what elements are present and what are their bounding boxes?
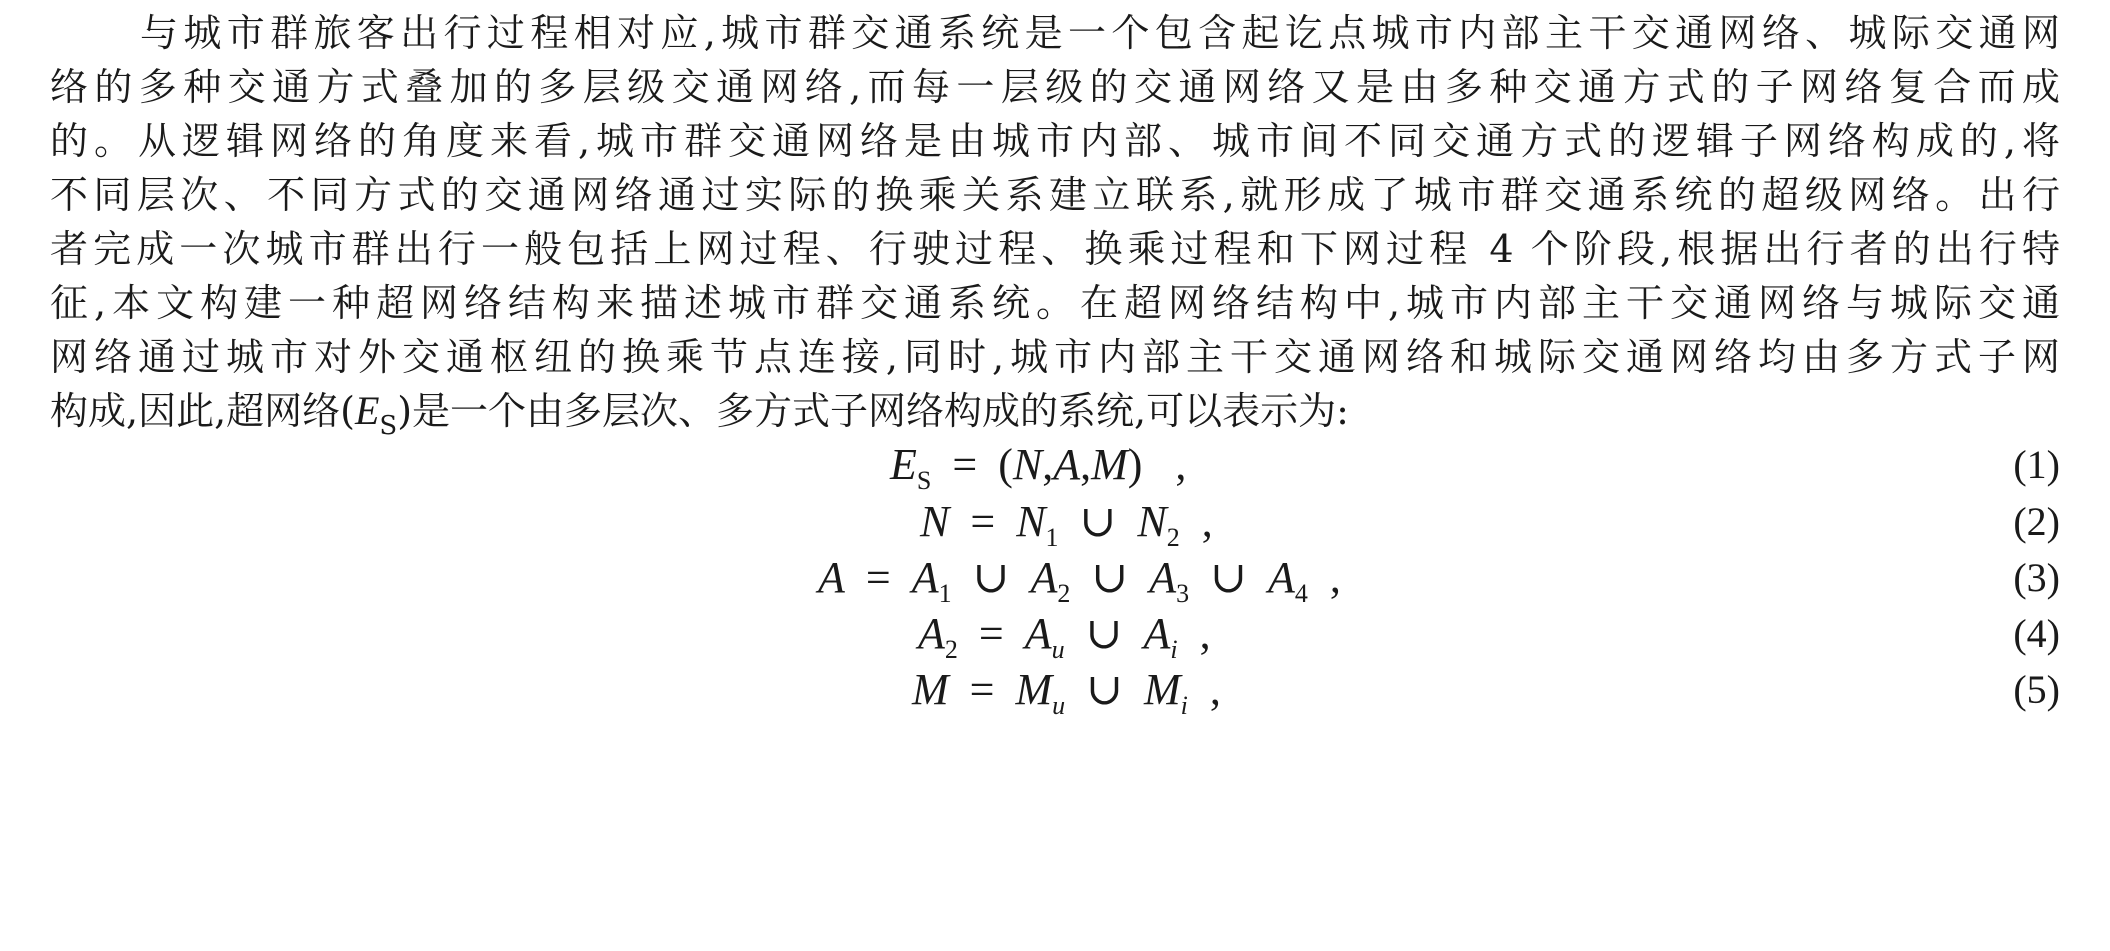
equation-4: $A_2 = A_u$ ∪ $A_i$ , <box>918 609 1211 664</box>
paragraph-line-2: 络的多种交通方式叠加的多层级交通网络,而每一层级的交通网络又是由多种交通方式的子网络复合而成 <box>50 65 2060 109</box>
equation-3: $A = A_1$ ∪ $A_2$ ∪ $A_3$ ∪ $A_4$ , <box>818 553 1341 608</box>
equation-number-1: (1) <box>2013 442 2060 487</box>
equation-number-4: (4) <box>2013 611 2060 656</box>
paragraph-line-6: 征,本文构建一种超网络结构来描述城市群交通系统。在超网络结构中,城市内部主干交通网络与城际交通 <box>50 281 2060 325</box>
equation-5: $M = M_u$ ∪ $M_i$ , <box>912 665 1221 720</box>
paragraph-line-3: 的。从逻辑网络的角度来看,城市群交通网络是由城市内部、城市间不同交通方式的逻辑子网络构成的,将 <box>50 119 2060 163</box>
line8-text-a: 构成,因此,超网络( <box>50 389 355 433</box>
equation-1: $E_S = (N,A,M)$ , <box>890 440 1187 495</box>
equation-2: $N = N_1$ ∪ $N_2$ , <box>920 497 1213 552</box>
paragraph-line-5: 者完成一次城市群出行一般包括上网过程、行驶过程、换乘过程和下网过程 4 个阶段,根据出行者的出行特 <box>50 227 2060 271</box>
equation-number-3: (3) <box>2013 555 2060 600</box>
paragraph-line-1: 与城市群旅客出行过程相对应,城市群交通系统是一个包含起讫点城市内部主干交通网络、城际交通网 <box>140 11 2060 55</box>
paragraph-line-7: 网络通过城市对外交通枢纽的换乘节点连接,同时,城市内部主干交通网络和城际交通网络均由多方式子网 <box>50 335 2060 379</box>
line8-text-b: )是一个由多层次、多方式子网络构成的系统,可以表示为: <box>397 389 1349 433</box>
paragraph-line-4: 不同层次、不同方式的交通网络通过实际的换乘关系建立联系,就形成了城市群交通系统的超级网络。出行 <box>50 173 2060 217</box>
equation-number-2: (2) <box>2013 499 2060 544</box>
equation-number-5: (5) <box>2013 667 2060 712</box>
inline-symbol-E: E <box>354 388 380 433</box>
paragraph-line-8 <box>50 388 2060 441</box>
inline-symbol-subscript: S <box>379 411 398 441</box>
